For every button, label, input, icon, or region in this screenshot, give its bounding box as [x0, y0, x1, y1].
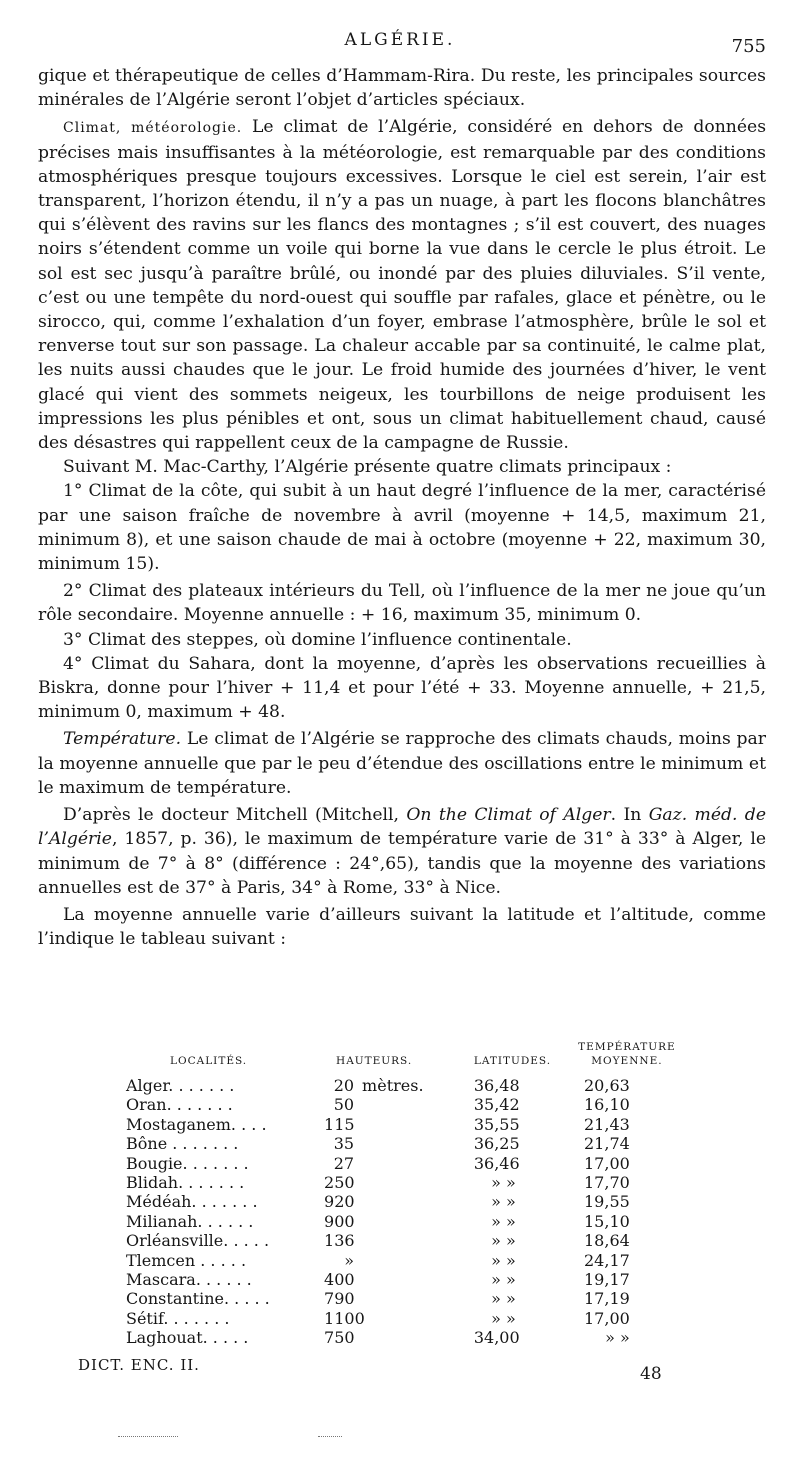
cell-latitude: [474, 1154, 574, 1173]
cell-locality: Orléansville. . . . .: [126, 1231, 270, 1251]
cell-latitude: [474, 1231, 574, 1250]
altitude-value: 920: [324, 1192, 355, 1212]
cell-latitude: [474, 1115, 574, 1134]
cell-altitude: [324, 1231, 474, 1250]
cell-temperature: [574, 1095, 680, 1114]
altitude-value: 400: [324, 1270, 355, 1290]
paragraph-temperature-text: Le climat de l’Algérie se rapproche des climats chauds, moins par la moyenne annuelle que par le peu d’étendue des oscillations entre le minimum et le maximum de température.: [38, 729, 767, 798]
temperature-value: 17,70: [584, 1173, 630, 1193]
cell-altitude: [324, 1115, 474, 1134]
cell-locality: Constantine. . . . .: [126, 1289, 270, 1309]
latitude-value: » »: [491, 1308, 516, 1328]
paragraph-climat: [38, 115, 766, 455]
header-hauteurs: HAUTEURS.: [336, 1055, 413, 1067]
table-row: [120, 1289, 680, 1308]
mitchell-journal: Gaz. méd. de l’Algérie: [38, 805, 766, 850]
page-number: 755: [731, 36, 766, 57]
latitude-value: 36,46: [473, 1153, 520, 1173]
temperature-value: 21,43: [584, 1114, 630, 1134]
cell-locality: Médéah. . . . . . .: [126, 1192, 258, 1212]
paragraph-table-intro: La moyenne annuelle varie d’ailleurs suivant la latitude et l’altitude, comme l’indique le tableau suivant :: [38, 904, 766, 950]
cell-temperature: [574, 1134, 680, 1153]
table-row: [120, 1270, 680, 1289]
mitchell-text-a: D’après le docteur Mitchell (Mitchell,: [63, 805, 407, 826]
paragraph-mitchell: [38, 803, 766, 900]
cell-locality: Alger. . . . . . .: [126, 1076, 235, 1095]
cell-latitude: [474, 1076, 574, 1095]
altitude-value: 20: [333, 1076, 355, 1095]
altitude-value: 27: [333, 1153, 355, 1173]
running-title: ALGÉRIE.: [344, 30, 456, 50]
cell-locality: Milianah. . . . . .: [126, 1211, 254, 1231]
temperature-value: 17,19: [584, 1289, 630, 1309]
altitude-value: 35: [333, 1134, 355, 1154]
cell-temperature: [574, 1076, 680, 1095]
table-row: [120, 1173, 680, 1192]
cell-locality: Mascara. . . . . .: [126, 1270, 252, 1290]
mitchell-work-title: On the Climat of Alger: [406, 805, 611, 826]
cell-temperature: [574, 1192, 680, 1211]
cell-altitude: [324, 1154, 474, 1173]
cell-temperature: [574, 1115, 680, 1134]
altitude-value: 50: [333, 1095, 355, 1115]
temperature-value: 15,10: [584, 1211, 630, 1231]
table-row: [120, 1328, 680, 1347]
printer-signature: DICT. ENC. II.: [78, 1356, 200, 1374]
section-lead-climat: Climat, météorologie.: [63, 120, 243, 137]
temperature-value: 17,00: [584, 1153, 630, 1173]
paragraph-mac-carthy: Suivant M. Mac-Carthy, l’Algérie présente quatre climats principaux :: [63, 457, 672, 478]
table-row: [120, 1115, 680, 1134]
cell-altitude: [324, 1095, 474, 1114]
latitude-value: 35,55: [473, 1114, 520, 1134]
cell-latitude: [474, 1134, 574, 1153]
temperature-value: 18,64: [584, 1231, 630, 1251]
paragraph-1: gique et thérapeutique de celles d’Hammam-Rira. Du reste, les principales sources minérales de l’Algérie seront l’objet d’articles spéciaux.: [38, 66, 766, 111]
latitude-value: » »: [491, 1173, 516, 1193]
latitude-value: » »: [491, 1270, 516, 1290]
climate-table-grid: [120, 1040, 680, 1348]
altitude-unit: mètres.: [362, 1076, 424, 1095]
latitude-value: » »: [491, 1231, 516, 1251]
latitude-value: 36,48: [473, 1076, 520, 1095]
header-localites: LOCALITÉS.: [170, 1055, 248, 1067]
gathering-number: 48: [640, 1364, 662, 1384]
cell-latitude: [474, 1309, 574, 1328]
table-row: [120, 1134, 680, 1153]
altitude-value: 136: [324, 1231, 355, 1251]
cell-temperature: [574, 1212, 680, 1231]
climate-table: [120, 1040, 680, 1348]
header-temperature: TEMPÉRATURE MOYENNE.: [578, 1041, 676, 1067]
cell-temperature: [574, 1289, 680, 1308]
cell-locality: Bougie. . . . . . .: [126, 1153, 249, 1173]
cell-locality: Mostaganem. . . .: [126, 1114, 267, 1134]
cell-altitude: [324, 1212, 474, 1231]
cell-altitude: [324, 1270, 474, 1289]
cell-altitude: [324, 1328, 474, 1347]
temperature-value: 24,17: [584, 1250, 630, 1270]
latitude-value: » »: [491, 1289, 516, 1309]
latitude-value: » »: [491, 1192, 516, 1212]
cell-temperature: [574, 1173, 680, 1192]
latitude-value: » »: [491, 1211, 516, 1231]
altitude-value: 790: [324, 1289, 355, 1309]
cell-latitude: [474, 1251, 574, 1270]
cell-altitude: [324, 1251, 474, 1270]
paragraph-climat-1: 1° Climat de la côte, qui subit à un haut degré l’influence de la mer, caractérisé par une saison fraîche de novembre à avril (moyenne + 14,5, maximum 21, minimum 8), et une saison chaude de mai à octobre (moyenne + 22, maximum 30, minimum 15).: [38, 481, 766, 575]
table-row: [120, 1192, 680, 1211]
temperature-value: 20,63: [584, 1076, 630, 1095]
cell-temperature: [574, 1251, 680, 1270]
altitude-value: 1100: [324, 1308, 365, 1328]
table-row: [120, 1251, 680, 1270]
cell-altitude: [324, 1309, 474, 1328]
temperature-value: 16,10: [584, 1095, 630, 1115]
table-body: [120, 1076, 680, 1348]
paragraph-climat-3: 3° Climat des steppes, où domine l’influence continentale.: [63, 629, 572, 650]
temperature-value: 19,17: [584, 1270, 630, 1290]
cell-temperature: [574, 1231, 680, 1250]
paragraph-temperature: [38, 727, 766, 800]
cell-temperature: [574, 1270, 680, 1289]
mitchell-text-b: . In: [610, 805, 649, 826]
paragraph-climat-4: 4° Climat du Sahara, dont la moyenne, d’après les observations recueillies à Biskra, donne pour l’hiver + 11,4 et pour l’été + 33. Moyenne annuelle, + 21,5, minimum 0, maximum + 48.: [38, 653, 766, 723]
section-lead-temperature: Température.: [63, 729, 182, 750]
cell-latitude: [474, 1270, 574, 1289]
cell-latitude: [474, 1328, 574, 1347]
cell-locality: Oran. . . . . . .: [126, 1095, 233, 1115]
latitude-value: » »: [491, 1250, 516, 1270]
cell-locality: Sétif. . . . . . .: [126, 1308, 230, 1328]
altitude-value: 900: [324, 1211, 355, 1231]
cell-altitude: [324, 1134, 474, 1153]
temperature-value: 19,55: [584, 1192, 630, 1212]
altitude-value: »: [344, 1250, 355, 1270]
table-row: [120, 1309, 680, 1328]
table-row: [120, 1076, 680, 1095]
cell-altitude: [324, 1076, 474, 1095]
temperature-value: 17,00: [584, 1308, 630, 1328]
latitude-value: 35,42: [473, 1095, 520, 1115]
table-row: [120, 1212, 680, 1231]
table-row: [120, 1154, 680, 1173]
cell-latitude: [474, 1192, 574, 1211]
cell-latitude: [474, 1095, 574, 1114]
table-row: [120, 1231, 680, 1250]
table-row: [120, 1095, 680, 1114]
mitchell-text-c: , 1857, p. 36), le maximum de température varie de 31° à 33° à Alger, le minimum de 7° à 8° (différence : 24°,65), tandis que la moyenne des variations annuelles est de 37° à Paris, 34° à Rome, 33° à Nice.: [38, 829, 766, 898]
body-text: [38, 64, 766, 951]
cell-latitude: [474, 1173, 574, 1192]
cell-locality: Tlemcen . . . . .: [126, 1250, 247, 1270]
altitude-value: 250: [324, 1173, 355, 1193]
cell-latitude: [474, 1212, 574, 1231]
cell-latitude: [474, 1289, 574, 1308]
table-header-row: [120, 1040, 680, 1076]
temperature-value: 21,74: [584, 1134, 630, 1154]
cell-locality: Blidah. . . . . . .: [126, 1173, 245, 1193]
temperature-value: » »: [605, 1328, 630, 1348]
bottom-dotted-rule-left: [118, 1436, 178, 1437]
cell-temperature: [574, 1154, 680, 1173]
header-latitudes: LATITUDES.: [473, 1055, 552, 1067]
bottom-dotted-rule-right: [318, 1436, 342, 1437]
cell-locality: Bône . . . . . . .: [126, 1134, 239, 1154]
altitude-value: 115: [324, 1114, 355, 1134]
cell-altitude: [324, 1192, 474, 1211]
cell-altitude: [324, 1173, 474, 1192]
latitude-value: 36,25: [473, 1134, 520, 1154]
paragraph-climat-text: Le climat de l’Algérie, considéré en dehors de données précises mais insuffisantes à la météorologie, est remarquable par des conditions atmosphériques presque toujours excessives. Lorsque le ciel est serein, l’air est transparent, l’horizon étendu, il n’y a pas un nuage, à part les flocons blanchâtres qui s’élèvent des ravins sur les flancs des montagnes ; s’il est couvert, des nuages noirs s’étendent comme un voile qui borne la vue dans le cercle le plus étroit. Le sol est sec jusqu’à paraître brûlé, ou inondé par des pluies diluviales. S’il vente, c’est ou une tempête du nord-ouest qui souffle par rafales, glace et pénètre, ou le sirocco, qui, comme l’exhalation d’un foyer, embrase l’atmosphère, brûle le sol et renverse tout sur son passage. La chaleur accable par sa continuité, le calme plat, les nuits aussi chaudes que le jour. Le froid humide des journées d’hiver, le vent glacé qui vient des sommets neigeux, les tourbillons de neige produisent les impressions les plus pénibles et ont, sous un climat habituellement chaud, causé des désastres qui rappellent ceux de la campagne de Russie.: [38, 117, 767, 454]
cell-temperature: [574, 1309, 680, 1328]
latitude-value: 34,00: [473, 1328, 520, 1348]
cell-temperature: [574, 1328, 680, 1347]
altitude-value: 750: [324, 1328, 355, 1348]
cell-locality: Laghouat. . . . .: [126, 1328, 249, 1348]
paragraph-climat-2: 2° Climat des plateaux intérieurs du Tell, où l’influence de la mer ne joue qu’un rôle secondaire. Moyenne annuelle : + 16, maximum 35, minimum 0.: [38, 581, 766, 626]
cell-altitude: [324, 1289, 474, 1308]
